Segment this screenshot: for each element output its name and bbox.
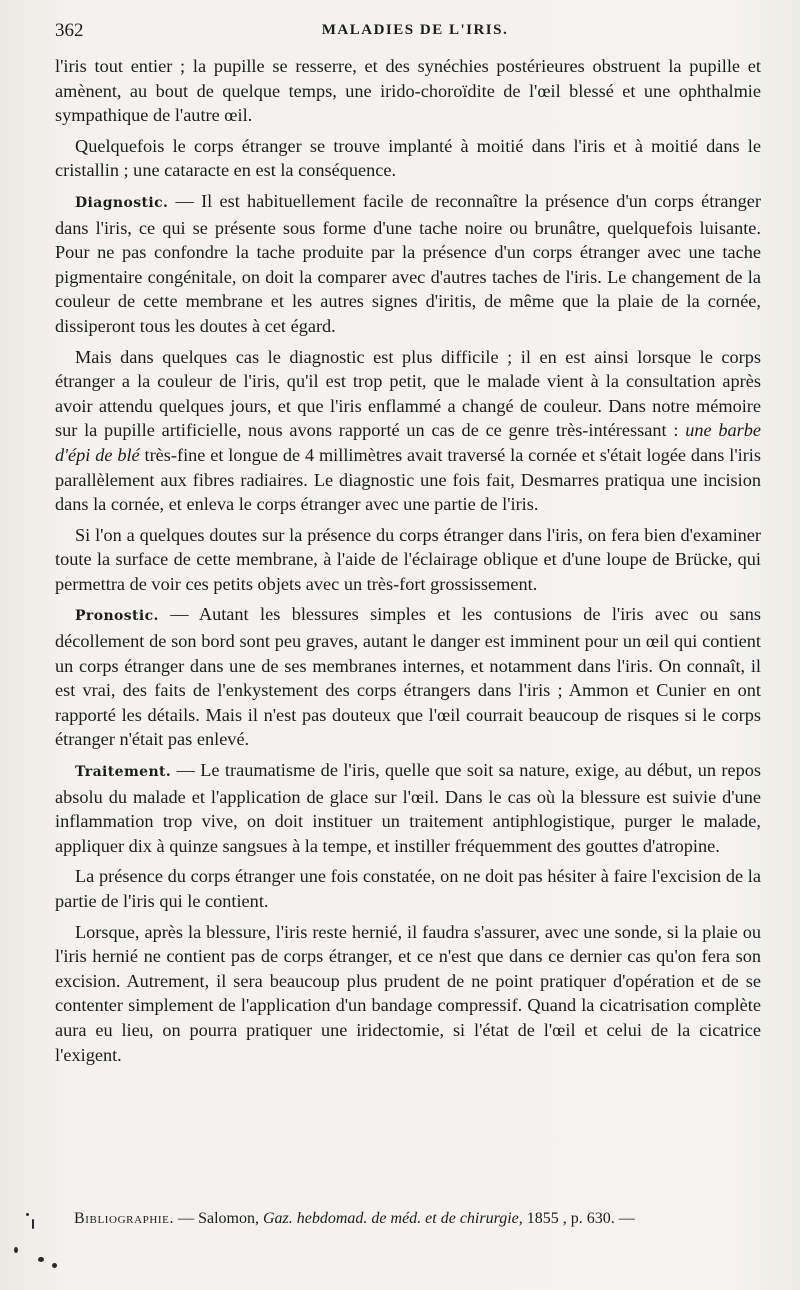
ink-speck: [38, 1257, 44, 1262]
ink-speck: [14, 1247, 18, 1253]
bibliography-label: Bibliographie.: [74, 1210, 175, 1227]
ink-speck: [52, 1263, 57, 1268]
margin-ink-specks: [6, 1205, 66, 1285]
ink-speck: [32, 1219, 34, 1229]
paragraph-9: [55, 920, 761, 1068]
paragraph-text: Mais dans quelques cas le diagnostic est plus difficile ; il en est ainsi lorsque le corps étranger a la couleur de l'iris, qu'il est trop petit, que le malade vient à la consultation après avoir attendu quelques jours, et que l'iris enflammé a changé de couleur. Dans notre mémoire sur la pupille artificielle, nous avons rapporté un cas de ce genre très-intéressant :: [55, 346, 761, 441]
bibliography-author: Salomon,: [198, 1210, 263, 1227]
ink-speck: [26, 1213, 29, 1216]
body-text: [55, 54, 761, 1073]
paragraph-5: [55, 523, 761, 597]
section-heading-pronostic: Pronostic.: [75, 608, 159, 625]
bibliography-details: , 1855 , p. 630. —: [518, 1210, 635, 1227]
italic-phrase: une barbe d'épi de blé: [55, 420, 761, 465]
paragraph-4: [55, 345, 761, 517]
page-number: 362: [55, 20, 84, 41]
paragraph-8: [55, 864, 761, 913]
paragraph-text: Si l'on a quelques doutes sur la présence du corps étranger dans l'iris, on fera bien d'examiner toute la surface de cette membrane, à l'aide de l'éclairage oblique et d'une loupe de Brücke, qui permettra de voir ces petits objets avec un très-fort grossissement.: [55, 524, 761, 594]
section-heading-diagnostic: Diagnostic.: [75, 194, 169, 211]
paragraph-1: [55, 54, 761, 128]
paragraph-text: — Il est habituellement facile de reconnaître la présence d'un corps étranger dans l'iris, ce qui se présente sous forme d'une tache noire ou brunâtre, quelquefois luisante. Pour ne pas confondre la tache produite par la présence d'un corps étranger avec une tache pigmentaire congénitale, on doit la comparer avec d'autres taches de l'iris. Le changement de la couleur de cette membrane et les autres signes d'iritis, de même que la plaie de la cornée, dissiperont tous les doutes à cet égard.: [55, 190, 761, 336]
paragraph-text: l'iris tout entier ; la pupille se resserre, et des synéchies postérieures obstruent la pupille et amènent, au bout de quelque temps, une irido-choroïdite de l'œil blessé et une ophthalmie sympathique de l'autre œil.: [55, 56, 761, 126]
running-head: MALADIES DE L'IRIS.: [321, 22, 509, 38]
paragraph-pronostic: [55, 602, 761, 752]
paragraph-text: La présence du corps étranger une fois constatée, on ne doit pas hésiter à faire l'excision de la partie de l'iris qui le contient.: [55, 866, 761, 911]
paragraph-traitement: [55, 758, 761, 858]
bibliography-journal: Gaz. hebdomad. de méd. et de chirurgie: [262, 1210, 519, 1227]
paragraph-diagnostic: [55, 189, 761, 339]
paragraph-text: — Le traumatisme de l'iris, quelle que soit sa nature, exige, au début, un repos absolu du malade et l'application de glace sur l'œil. Dans le cas où la blessure est suivie d'une inflammation trop vive, on doit instituer un traitement antiphlogistique, purger le malade, appliquer dix à quinze sangsues à la tempe, et instiller fréquemment des gouttes d'atropine.: [55, 760, 761, 856]
paragraph-text: très-fine et longue de 4 millimètres avait traversé la cornée et s'était logée dans l'iris parallèlement aux fibres radiaires. Le diagnostic une fois fait, Desmarres pratiqua une incision dans la cornée, et enleva le corps étranger avec une partie de l'iris.: [55, 444, 761, 515]
paragraph-text: Quelquefois le corps étranger se trouve implanté à moitié dans l'iris et à moitié dans le cristallin ; une cataracte en est la conséquence.: [55, 135, 761, 181]
paragraph-2: [55, 134, 761, 183]
page-header: [55, 20, 775, 50]
bibliography-line: [74, 1210, 774, 1228]
section-heading-traitement: Traitement.: [75, 764, 172, 781]
bibliography-dash: —: [174, 1210, 199, 1227]
paragraph-text: — Autant les blessures simples et les contusions de l'iris avec ou sans décollement de son bord sont peu graves, autant le danger est imminent pour un œil qui contient un corps étranger dans une de ses membranes internes, et notamment dans l'iris. On connaît, il est vrai, des faits de l'enkystement des corps étrangers dans l'iris ; Ammon et Cunier en ont rapporté les détails. Mais il n'est pas douteux que l'œil courrait beaucoup de risques si le corps étranger n'était pas enlevé.: [55, 604, 761, 750]
paragraph-text: Lorsque, après la blessure, l'iris reste hernié, il faudra s'assurer, avec une sonde, si la plaie ou l'iris hernié ne contient pas de corps étranger, et ce n'est que dans ce dernier cas qu'on fera son excision. Autrement, il sera beaucoup plus prudent de ne point pratiquer d'opération et de se contenter simplement de l'application d'un bandage compressif. Quand la cicatrisation complète aura eu lieu, on pourra pratiquer une iridectomie, si l'état de l'œil et celui de la cicatrice l'exigent.: [55, 921, 761, 1065]
